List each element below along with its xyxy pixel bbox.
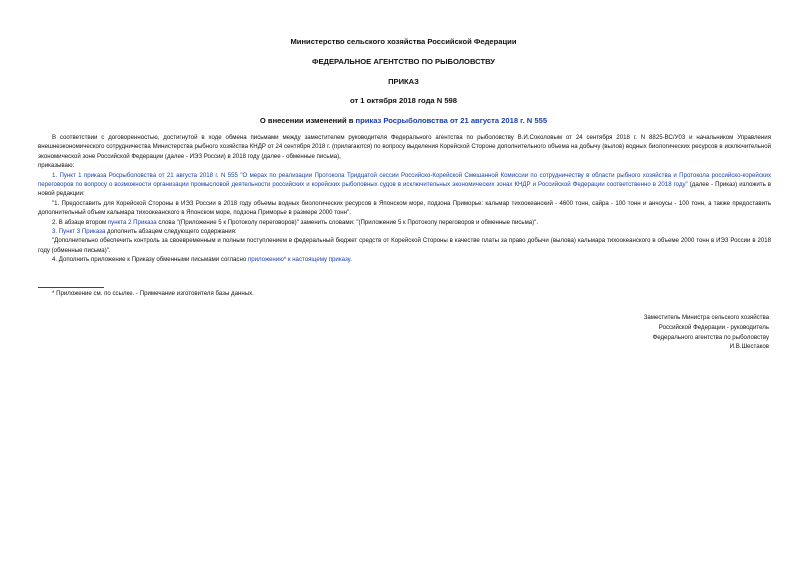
order-word: приказываю: [38,162,75,170]
intro-paragraph: В соответствии с договоренностью, достигнутой в ходе обмена письмами между заместителем руководителя Федерального агентства по рыболовству В.И.Соколовым от 24 сентября 2018 г. N 8825-ВС/У03 и начальником Управления внешнеэкономического сотрудничества Министерства рыбного хозяйства КНДР от 24 сентября 2018 г. (прилагаются) по вопросу выделения Корейской Стороне дополнительного объема на добычу (вылов) водных биологических ресурсов в исключительной экономической зоне Российской Федерации (далее - ИЭЗ России) в 2018 году (далее - обменные письма), [38,134,771,160]
order-subject [0,116,807,125]
item-4-suffix: . [350,256,352,264]
item-1-link[interactable]: 1. Пункт 1 приказа Росрыболовства от 21 августа 2018 г. N 555 "О мерах по реализации Протокола Тридцатой сессии Российско-Корейской Смешанной Комиссии по сотрудничеству в области рыбного хозяйства и Протокола российско-корейских переговоров по вопросу о возможности организации промысловой деятельности российских и корейских рыболовных судов в исключительных экономических зонах КНДР и Российской Федерации соответственно в 2018 году" [38,171,771,189]
item-4-link[interactable]: приложению* к настоящему приказу [247,256,351,264]
item-1-paragraph [38,171,771,199]
item-2-prefix: 2. В абзаце втором [52,218,108,226]
footnote-text: * Приложение см. по ссылке. - Примечание изготовителя базы данных. [52,290,254,297]
subject-prefix: О внесении изменений в [259,116,356,125]
item-3-paragraph [38,227,771,236]
agency-title: ФЕДЕРАЛЬНОЕ АГЕНТСТВО ПО РЫБОЛОВСТВУ [312,57,495,66]
item-2-link[interactable]: пункта 2 Приказа [107,218,157,226]
footnote-divider [38,287,104,288]
signature-line-3: Федерального агентства по рыболовству [652,333,769,341]
signature-line-2: Российской Федерации - руководитель [658,323,769,331]
item-1-rest: (далее - Приказ) изложить в новой редакции: [38,181,771,198]
order-title: ПРИКАЗ [388,77,419,86]
signature-block [644,313,769,352]
item-3-link[interactable]: 3. Пункт 3 Приказа [52,228,106,236]
item-3-quote: "Дополнительно обеспечить контроль за своевременным и полным поступлением в федеральный бюджет средств от Корейской Стороны в качестве платы за право добычи (вылова) кальмара тихоокеанского в объеме 2000 тонн в ИЭЗ России в 2018 году (обменные письма)". [38,237,771,254]
order-body [38,133,771,265]
item-3-rest: дополнить абзацем следующего содержания: [105,228,237,236]
item-2-rest: слова "(Приложение 5 к Протоколу переговоров)" заменить словами: "(Приложение 5 к Протоколу переговоров и обменные письма)". [156,218,539,226]
signature-line-1: Заместитель Министра сельского хозяйства [643,314,769,321]
signature-name: И.В.Шестаков [729,343,769,351]
item-4-prefix: 4. Дополнить приложение к Приказу обменными письмами согласно [52,256,248,264]
item-1-quote: "1. Предоставить для Корейской Стороны в ИЭЗ России в 2018 году объемы водных биологических ресурсов в Японском море, подзона Приморье: кальмар тихоокеанский - 4600 тонн, сайра - 100 тонн и анчоусы - 100 тонн, а также предоставить дополнительный объем кальмара тихоокеанского в Японском море, подзона Приморье в размере 2000 тонн". [38,199,771,217]
subject-link[interactable]: приказ Росрыболовства от 21 августа 2018 г. N 555 [355,116,548,125]
order-date-number: от 1 октября 2018 года N 598 [350,96,457,105]
item-4-paragraph [38,255,771,264]
item-2-paragraph [38,218,771,227]
ministry-title: Министерство сельского хозяйства Российской Федерации [290,37,517,46]
